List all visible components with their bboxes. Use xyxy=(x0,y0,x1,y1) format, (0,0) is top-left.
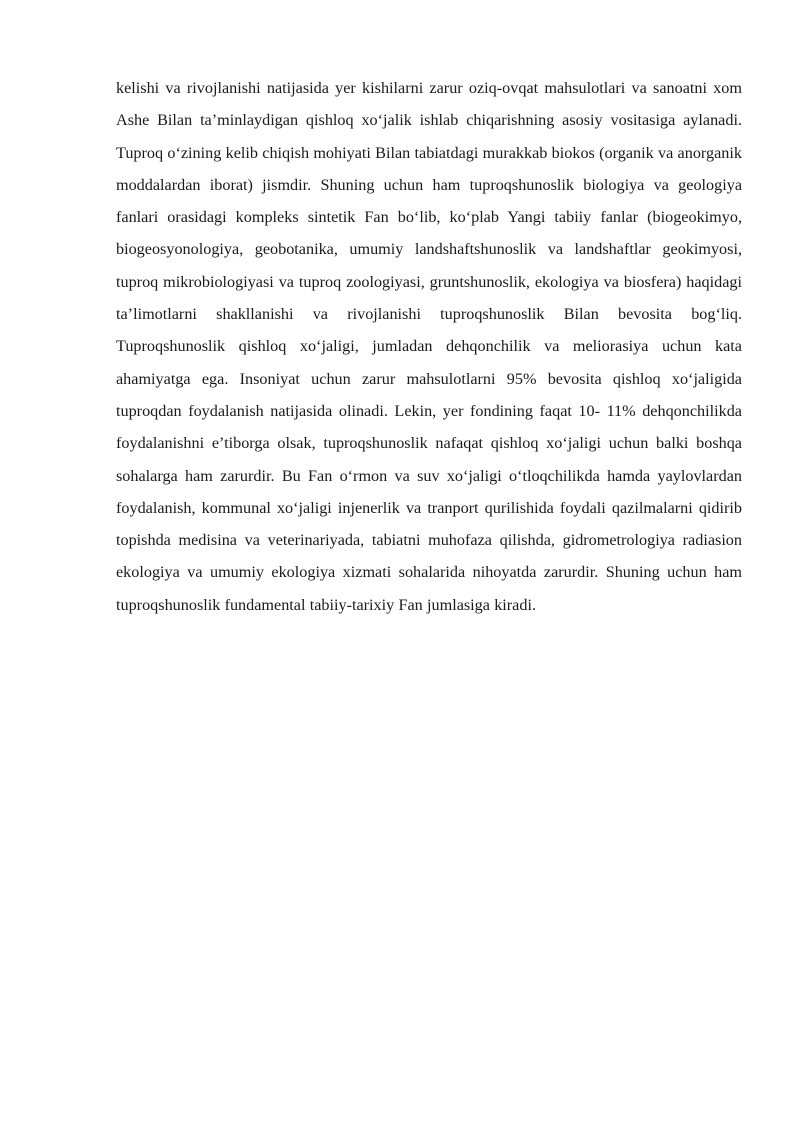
body-paragraph: kelishi va rivojlanishi natijasida yer kishilarni zarur oziq-ovqat mahsulotlari va sanoatni xom Ashe Bilan ta’minlaydigan qishloq xo‘jalik ishlab chiqarishning asosiy vositasiga aylanadi. Tuproq o‘zining kelib chiqish mohiyati Bilan tabiatdagi murakkab biokos (organik va anorganik moddalardan iborat) jismdir. Shuning uchun ham tuproqshunoslik biologiya va geologiya fanlari orasidagi kompleks sintetik Fan bo‘lib, ko‘plab Yangi tabiiy fanlar (biogeokimyo, biogeosyonologiya, geobotanika, umumiy landshaftshunoslik va landshaftlar geokimyosi, tuproq mikrobiologiyasi va tuproq zoologiyasi, gruntshunoslik, ekologiya va biosfera) haqidagi ta’limotlarni shakllanishi va rivojlanishi tuproqshunoslik Bilan bevosita bog‘liq. Tuproqshunoslik qishloq xo‘jaligi, jumladan dehqonchilik va meliorasiya uchun kata ahamiyatga ega. Insoniyat uchun zarur mahsulotlarni 95% bevosita qishloq xo‘jaligida tuproqdan foydalanish natijasida olinadi. Lekin, yer fondining faqat 10- 11% dehqonchilikda foydalanishni e’tiborga olsak, tuproqshunoslik nafaqat qishloq xo‘jaligi uchun balki boshqa sohalarga ham zarurdir. Bu Fan o‘rmon va suv xo‘jaligi o‘tloqchilikda hamda yaylovlardan foydalanish, kommunal xo‘jaligi injenerlik va tranport qurilishida foydali qazilmalarni qidirib topishda medisina va veterinariyada, tabiatni muhofaza qilishda, gidrometrologiya radiasion ekologiya va umumiy ekologiya xizmati sohalarida nihoyatda zarurdir. Shuning uchun ham tuproqshunoslik fundamental tabiiy-tarixiy Fan jumlasiga kiradi. xyxy=(116,79,742,614)
